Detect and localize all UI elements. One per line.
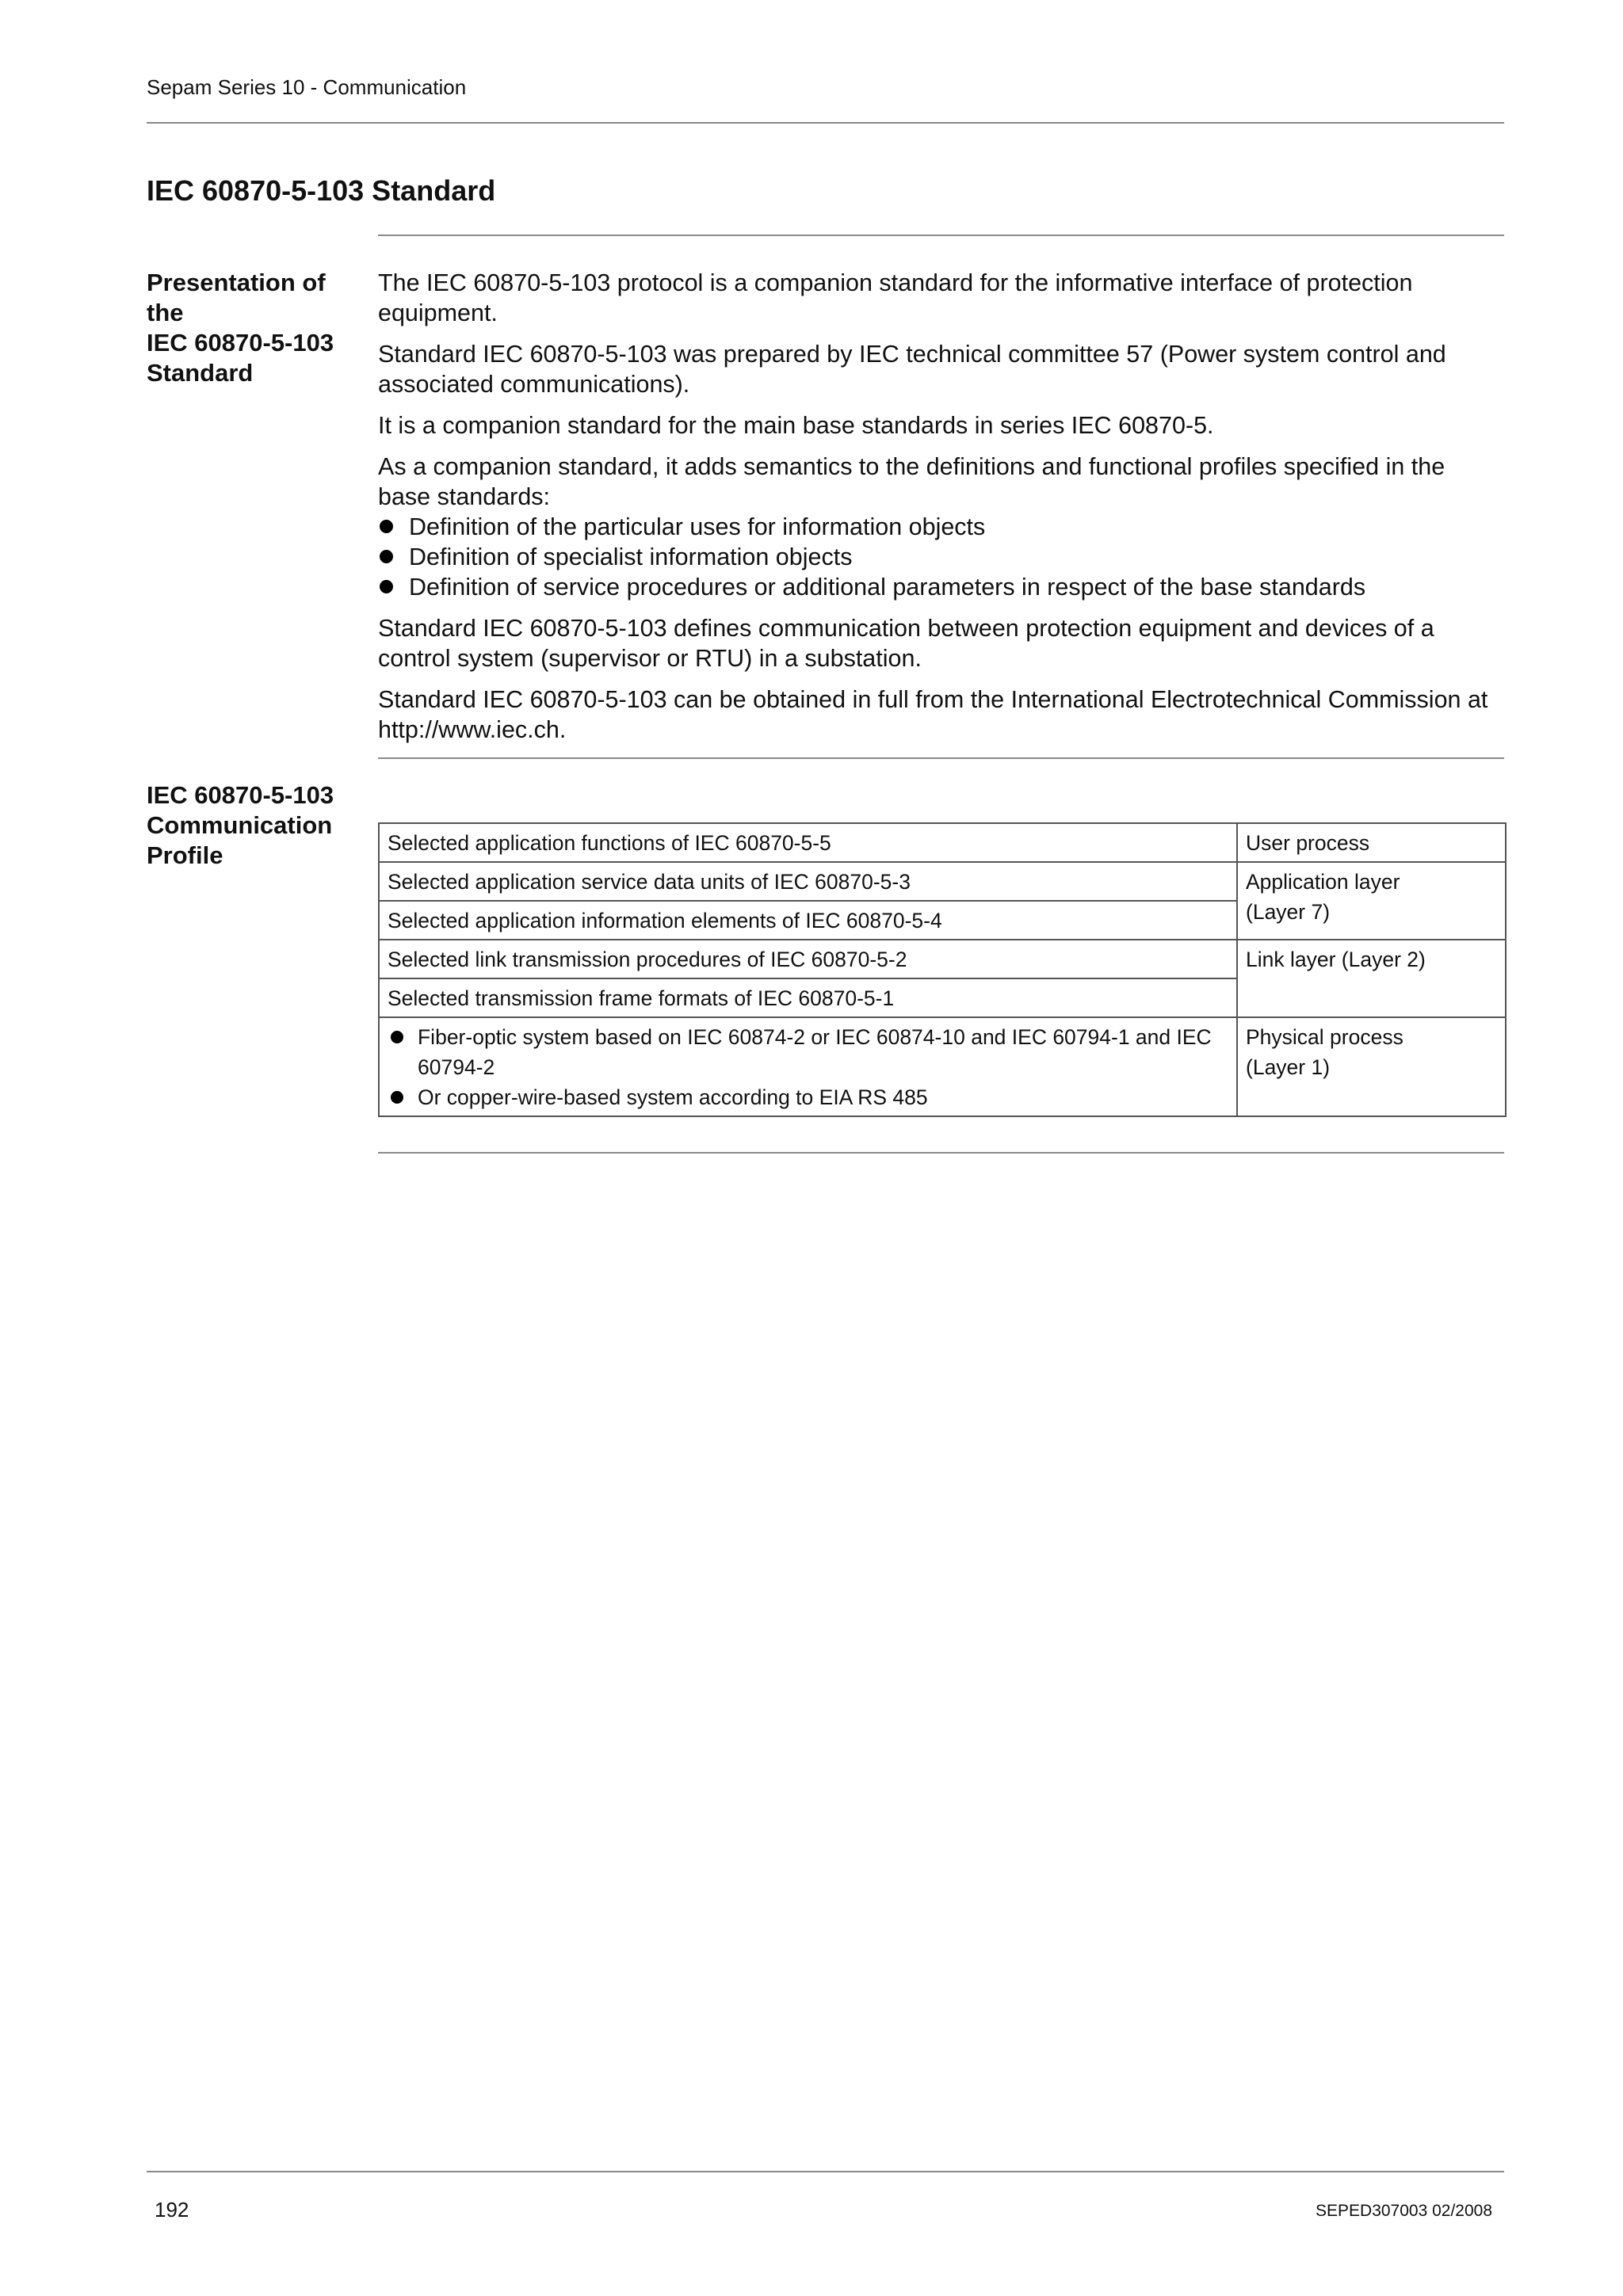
document-reference: SEPED307003 02/2008 (1316, 2202, 1493, 2220)
section-divider (378, 757, 1504, 759)
presentation-heading-line: Standard (147, 359, 254, 387)
list-item (378, 572, 1503, 602)
profile-heading (147, 780, 361, 871)
bullet-icon (391, 1031, 403, 1043)
body-paragraph: It is a companion standard for the main base standards in series IEC 60870-5. (378, 412, 1214, 439)
profile-heading-line: Profile (147, 841, 223, 869)
layer-cell: User process (1237, 823, 1506, 862)
physical-options-list (388, 1022, 1228, 1112)
layer-cell (1237, 1017, 1506, 1116)
body-paragraph: The IEC 60870-5-103 protocol is a companion standard for the informative interface of protection equipment. (378, 269, 1413, 326)
presentation-heading-line: IEC 60870-5-103 (147, 329, 334, 357)
table-cell: Selected application information elements of IEC 60870-5-4 (379, 901, 1237, 940)
profile-heading-line: IEC 60870-5-103 (147, 781, 334, 809)
layer-label: (Layer 1) (1246, 1055, 1331, 1079)
body-paragraph: Standard IEC 60870-5-103 can be obtained in full from the International Electrotechnical Commission at http://www.iec.ch. (378, 686, 1488, 743)
table-cell (379, 1017, 1237, 1116)
list-item (378, 512, 1503, 542)
body-paragraph: Standard IEC 60870-5-103 was prepared by IEC technical committee 57 (Power system control and associated communications). (378, 341, 1446, 398)
footer-divider (147, 2171, 1504, 2172)
section-divider (378, 1152, 1504, 1154)
profile-heading-line: Communication (147, 811, 333, 839)
header-divider (147, 122, 1504, 124)
list-item (388, 1082, 1228, 1112)
table-cell: Selected application service data units of IEC 60870-5-3 (379, 862, 1237, 901)
title-divider (378, 235, 1504, 236)
definitions-list (378, 512, 1503, 602)
presentation-heading-line: Presentation of (147, 269, 326, 296)
communication-profile-table (378, 822, 1507, 1117)
list-item-text: Or copper-wire-based system according to EIA RS 485 (418, 1085, 928, 1109)
table-cell: Selected link transmission procedures of IEC 60870-5-2 (379, 940, 1237, 978)
layer-label: Application layer (1246, 870, 1400, 894)
layer-cell (1237, 862, 1506, 940)
body-paragraph: As a companion standard, it adds semantics to the definitions and functional profiles specified in the base standards: (378, 453, 1445, 510)
presentation-heading (147, 268, 361, 388)
layer-label: (Layer 7) (1246, 900, 1331, 924)
running-header: Sepam Series 10 - Communication (147, 75, 467, 99)
list-item (388, 1022, 1228, 1082)
layer-label: Physical process (1246, 1025, 1403, 1049)
list-item (378, 542, 1503, 572)
list-item-text: Definition of service procedures or additional parameters in respect of the base standards (409, 574, 1366, 601)
presentation-heading-line: the (147, 299, 184, 326)
table-row (379, 823, 1506, 862)
bullet-icon (380, 520, 393, 533)
table-row (379, 1017, 1506, 1116)
bullet-icon (380, 550, 393, 563)
bullet-icon (391, 1091, 403, 1104)
page-title: IEC 60870-5-103 Standard (147, 174, 496, 207)
body-paragraph: Standard IEC 60870-5-103 defines communication between protection equipment and devices of a control system (supervisor or RTU) in a substation. (378, 615, 1434, 672)
layer-cell: Link layer (Layer 2) (1237, 940, 1506, 1017)
list-item-text: Definition of the particular uses for information objects (409, 513, 986, 540)
bullet-icon (380, 580, 393, 593)
page-number: 192 (155, 2198, 189, 2222)
list-item-text: Definition of specialist information objects (409, 543, 853, 570)
table-row (379, 862, 1506, 901)
table-cell: Selected transmission frame formats of IEC 60870-5-1 (379, 978, 1237, 1017)
table-cell: Selected application functions of IEC 60870-5-5 (379, 823, 1237, 862)
list-item-text: Fiber-optic system based on IEC 60874-2 or IEC 60874-10 and IEC 60794-1 and IEC 60794-2 (418, 1025, 1212, 1079)
table-row (379, 940, 1506, 978)
presentation-body (378, 268, 1503, 756)
